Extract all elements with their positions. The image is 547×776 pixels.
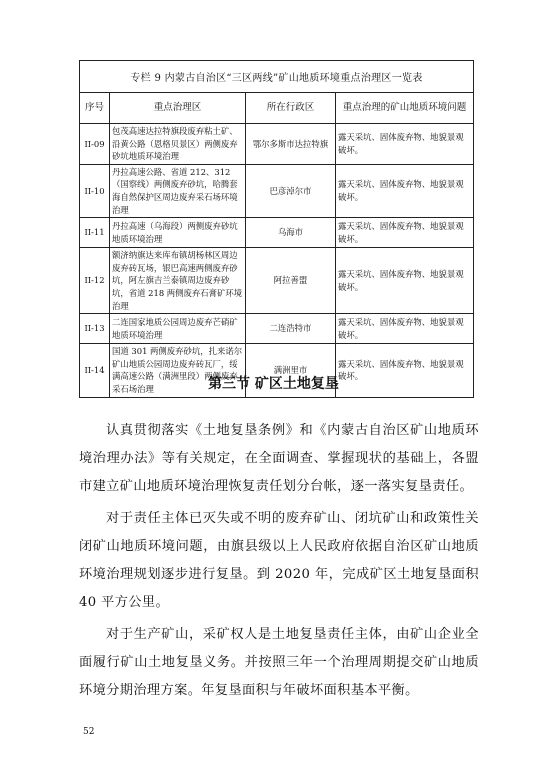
row-area: 包茂高速达拉特旗段废弃粘土矿、沿黄公路（恩格贝景区）两侧废弃砂坑地质环境治理: [110, 124, 246, 165]
row-area: 丹拉高速公路、省道 212、312（国察线）两侧废弃砂坑，哈腾套海自然保护区周边废弃采石场环境治理: [110, 164, 246, 217]
table-row: [80, 248, 474, 314]
paragraph-1: 认真贯彻落实《土地复垦条例》和《内蒙古自治区矿山地质环境治理办法》等有关规定，在全面调查、掌握现状的基础上，各盟市建立矿山地质环境治理恢复责任划分台帐，逐一落实复垦责任。: [79, 423, 479, 494]
row-area: 国道 301 两侧废弃砂坑，扎来诺尔矿山地质公园周边废弃砖瓦厂，绥满高速公路（满洲里段）两侧废弃采石场治理: [110, 344, 246, 397]
key-area-table: [79, 60, 474, 398]
paragraph-3: 对于生产矿山，采矿权人是土地复垦责任主体，由矿山企业全面履行矿山土地复垦义务。并按照三年一个治理周期提交矿山地质环境分期治理方案。年复垦面积与年破坏面积基本平衡。: [79, 627, 479, 698]
table-row: [80, 314, 474, 344]
table-row: [80, 164, 474, 217]
key-area-table-block: [79, 60, 473, 398]
row-region: 鄂尔多斯市达拉特旗: [246, 124, 336, 165]
row-area: 二连国家地质公园周边废弃芒硝矿地质环境治理: [110, 314, 246, 344]
row-area: 丹拉高速（乌海段）两侧废弃砂坑地质环境治理: [110, 218, 246, 248]
row-region: 满洲里市: [246, 344, 336, 397]
row-region: 乌海市: [246, 218, 336, 248]
row-problems: 露天采坑、固体废弃物、地貌景观破坏。: [336, 248, 474, 314]
row-problems: 露天采坑、固体废弃物、地貌景观破坏。: [336, 218, 474, 248]
header-region: 所在行政区: [246, 93, 336, 124]
row-number: II-11: [80, 218, 110, 248]
row-problems: 露天采坑、固体废弃物、地貌景观破坏。: [336, 314, 474, 344]
row-number: II-13: [80, 314, 110, 344]
table-row: [80, 124, 474, 165]
header-number: 序号: [80, 93, 110, 124]
row-region: 二连浩特市: [246, 314, 336, 344]
header-area: 重点治理区: [110, 93, 246, 124]
header-problems: 重点治理的矿山地质环境问题: [336, 93, 474, 124]
table-row: [80, 218, 474, 248]
row-region: 阿拉善盟: [246, 248, 336, 314]
row-number: II-14: [80, 344, 110, 397]
row-number: II-12: [80, 248, 110, 314]
row-area: 额济纳旗达来库布镇胡杨林区周边废弃砖瓦场，银巴高速两侧废弃砂坑，阿左旗吉兰泰镇周边废弃砂坑，省道 218 两侧废弃石膏矿环境治理: [110, 248, 246, 314]
row-problems: 露天采坑、固体废弃物、地貌景观破坏。: [336, 344, 474, 397]
row-problems: 露天采坑、固体废弃物、地貌景观破坏。: [336, 164, 474, 217]
row-region: 巴彦淖尔市: [246, 164, 336, 217]
page-number: 52: [83, 727, 95, 737]
row-number: II-10: [80, 164, 110, 217]
row-problems: 露天采坑、固体废弃物、地貌景观破坏。: [336, 124, 474, 165]
row-number: II-09: [80, 124, 110, 165]
section-title: 第三节 矿区土地复垦: [208, 376, 339, 392]
table-caption: 专栏 9 内蒙古自治区“三区两线”矿山地质环境重点治理区一览表: [80, 61, 474, 93]
paragraph-2: 对于责任主体已灭失或不明的废弃矿山、闭坑矿山和政策性关闭矿山地质环境问题，由旗县级以上人民政府依据自治区矿山地质环境治理规划逐步进行复垦。到 2020 年，完成矿区土地复垦面积 40 平方公里。: [79, 511, 479, 610]
